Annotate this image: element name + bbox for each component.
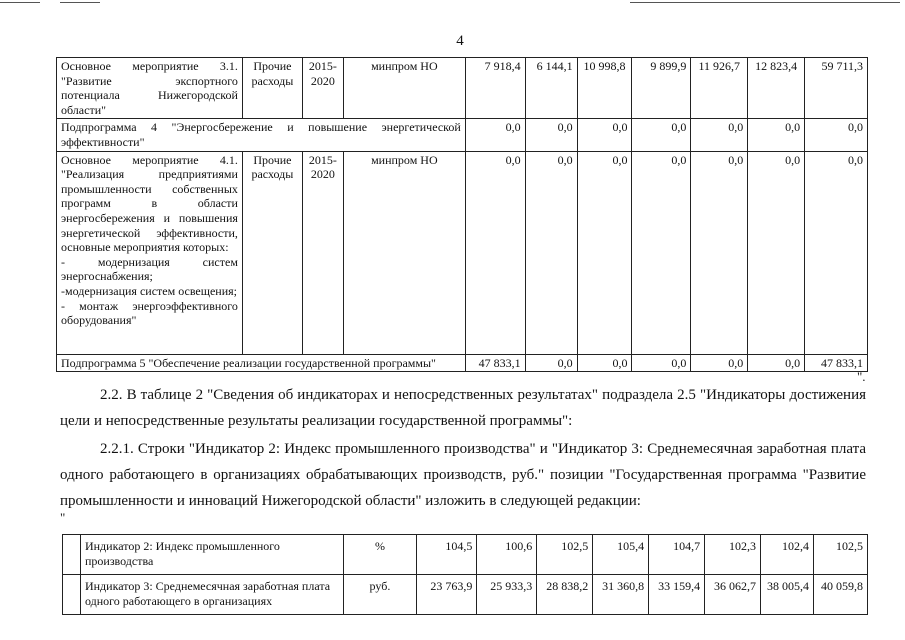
indicator-value: 31 360,8 (593, 575, 649, 615)
closing-quote: ". (857, 369, 866, 384)
row-value: 0,0 (632, 354, 691, 372)
top-edge-line-left (0, 2, 40, 3)
row-value: 0,0 (691, 354, 748, 372)
row-value: 0,0 (525, 354, 577, 372)
top-edge-line-mid (60, 2, 100, 3)
indicator-name: Индикатор 3: Среднемесячная заработная плата одного работающего в организациях (80, 575, 343, 615)
indicator-value: 105,4 (593, 535, 649, 575)
row-value: 0,0 (748, 354, 805, 372)
indicator-value: 25 933,3 (477, 575, 537, 615)
row-value: 0,0 (525, 119, 577, 151)
indicator-value: 104,7 (649, 535, 705, 575)
indicator-unit: руб. (343, 575, 417, 615)
indicator-value: 36 062,7 (705, 575, 761, 615)
indicator-value: 28 838,2 (537, 575, 593, 615)
row-name: Подпрограмма 5 "Обеспечение реализации государственной программы" (57, 354, 466, 372)
blank-cell (63, 535, 81, 575)
row-value: 0,0 (632, 151, 691, 354)
budget-table (56, 57, 868, 372)
row-value: 0,0 (465, 119, 525, 151)
row-value: 9 899,9 (632, 58, 691, 119)
opening-quote: " (60, 510, 66, 525)
row-value: 0,0 (805, 119, 868, 151)
table-row (63, 575, 868, 615)
list-item: -модернизация систем освещения; (61, 283, 237, 298)
table-row (57, 58, 868, 119)
paragraph-2-2-1: 2.2.1. Строки "Индикатор 2: Индекс промышленного производства" и "Индикатор 3: Среднемесячная заработная плата одного работающего в организациях обрабатывающих производств, руб." позиции "Государственная программа "Развитие промышленности и инноваций Нижегородской области" изложить в следующей редакции: (60, 441, 866, 509)
indicator-value: 100,6 (477, 535, 537, 575)
table-row (63, 535, 868, 575)
row-value: 12 823,4 (748, 58, 805, 119)
row-name: Подпрограмма 4 "Энергосбережение и повышение энергетической эффективности" (57, 119, 466, 151)
paragraph-2-2: 2.2. В таблице 2 "Сведения об индикаторах и непосредственных результатах" подраздела 2.5 "Индикаторы достижения цели и непосредственные результаты реализации государственной программы": (60, 387, 866, 429)
indicators-table (62, 534, 868, 615)
page-number: 4 (456, 33, 464, 49)
row-value: 10 998,8 (577, 58, 632, 119)
indicator-value: 102,4 (761, 535, 814, 575)
row-value: 0,0 (632, 119, 691, 151)
indicator-value: 38 005,4 (761, 575, 814, 615)
row-value: 0,0 (691, 151, 748, 354)
table-row (57, 354, 868, 372)
row-value: 0,0 (525, 151, 577, 354)
row-expense-type: Прочие расходы (242, 58, 302, 119)
indicator-value: 102,5 (537, 535, 593, 575)
row-years: 2015-2020 (302, 151, 343, 354)
table-row (57, 151, 868, 354)
row-value: 47 833,1 (465, 354, 525, 372)
row-name (57, 151, 243, 354)
row-value: 6 144,1 (525, 58, 577, 119)
list-item: - модернизация систем энергоснабжения; (61, 254, 238, 284)
indicator-value: 23 763,9 (417, 575, 477, 615)
row-value: 47 833,1 (805, 354, 868, 372)
row-value: 0,0 (577, 354, 632, 372)
list-item: - монтаж энергоэффективного оборудования" (61, 298, 238, 328)
row-value: 0,0 (691, 119, 748, 151)
row-executor: минпром НО (343, 151, 465, 354)
indicator-value: 102,3 (705, 535, 761, 575)
indicator-value: 40 059,8 (813, 575, 867, 615)
row-value: 0,0 (748, 119, 805, 151)
indicator-name: Индикатор 2: Индекс промышленного производства (80, 535, 343, 575)
top-edge-line-right (630, 2, 900, 3)
row-value: 11 926,7 (691, 58, 748, 119)
row-years: 2015-2020 (302, 58, 343, 119)
row-name-text: Основное мероприятие 4.1. "Реализация предприятиями промышленности собственных программ в области энергосбережения и повышения энергетической эффективности, основные мероприятия которых: (61, 152, 238, 255)
row-value: 7 918,4 (465, 58, 525, 119)
row-value: 0,0 (805, 151, 868, 354)
indicator-unit: % (343, 535, 417, 575)
table-row (57, 119, 868, 151)
row-value: 0,0 (577, 151, 632, 354)
row-value: 0,0 (748, 151, 805, 354)
row-value: 59 711,3 (805, 58, 868, 119)
row-name: Основное мероприятие 3.1. "Развитие экспортного потенциала Нижегородской области" (57, 58, 243, 119)
indicator-value: 104,5 (417, 535, 477, 575)
row-value: 0,0 (465, 151, 525, 354)
indicator-value: 33 159,4 (649, 575, 705, 615)
row-executor: минпром НО (343, 58, 465, 119)
row-expense-type: Прочие расходы (242, 151, 302, 354)
blank-cell (63, 575, 81, 615)
indicator-value: 102,5 (813, 535, 867, 575)
row-value: 0,0 (577, 119, 632, 151)
